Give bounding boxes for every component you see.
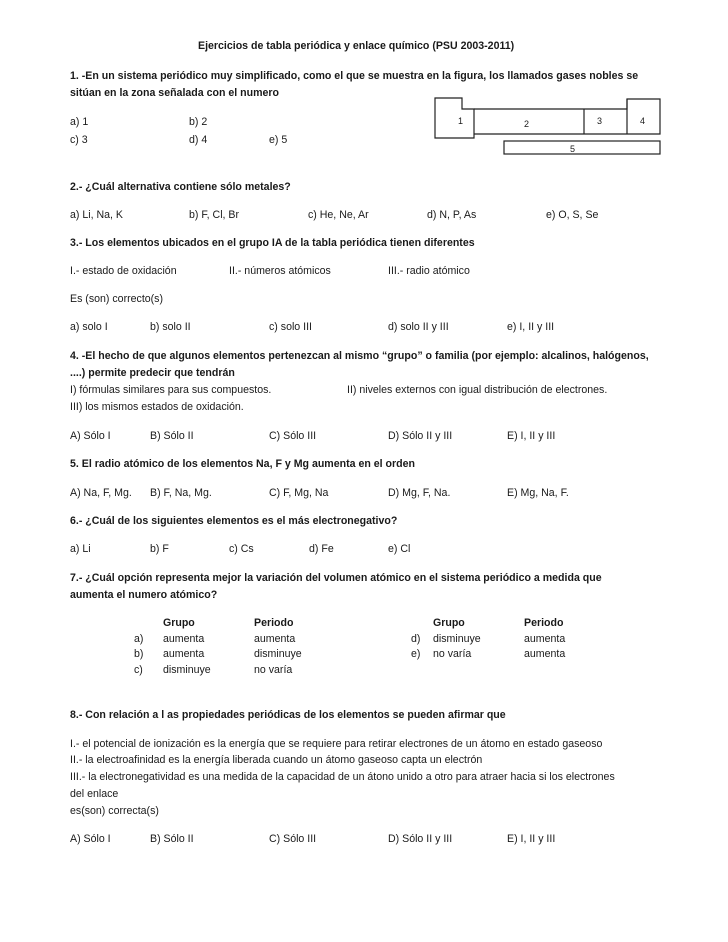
q7-row-b-grupo: aumenta — [163, 648, 205, 660]
q4-option-d: D) Sólo II y III — [388, 430, 453, 442]
q7-text-line2: aumenta el numero atómico? — [70, 589, 218, 601]
q4-item-3: III) los mismos estados de oxidación. — [70, 401, 244, 413]
page-title: Ejercicios de tabla periódica y enlace químico (PSU 2003-2011) — [198, 40, 515, 52]
q1-text-line1: 1. -En un sistema periódico muy simplificado, como el que se muestra en la figura, los llamados gases nobles se — [70, 70, 639, 82]
q2-option-a: a) Li, Na, K — [70, 209, 123, 221]
q7-row-d-letter: d) — [411, 633, 421, 645]
q6-option-b: b) F — [150, 543, 169, 555]
zone-label-1: 1 — [458, 116, 464, 126]
q5-option-c: C) F, Mg, Na — [269, 487, 329, 499]
q2-option-b: b) F, Cl, Br — [189, 209, 240, 221]
q7-row-c-letter: c) — [134, 664, 143, 676]
q7-row-e-periodo: aumenta — [524, 648, 566, 660]
q8-prompt: es(son) correcta(s) — [70, 805, 159, 817]
q8-item-2: II.- la electroafinidad es la energía liberada cuando un átomo gaseoso capta un electrón — [70, 754, 483, 766]
q7-row-d-periodo: aumenta — [524, 633, 566, 645]
q6-option-c: c) Cs — [229, 543, 254, 555]
q2-option-e: e) O, S, Se — [546, 209, 599, 221]
q4-option-b: B) Sólo II — [150, 430, 194, 442]
q5-option-e: E) Mg, Na, F. — [507, 487, 569, 499]
q3-option-c: c) solo III — [269, 321, 312, 333]
q8-option-b: B) Sólo II — [150, 833, 194, 845]
q7-text-line1: 7.- ¿Cuál opción representa mejor la variación del volumen atómico en el sistema periódico a medida que — [70, 572, 602, 584]
q7-header-grupo-right: Grupo — [433, 617, 465, 629]
q8-question: 8.- Con relación a l as propiedades periódicas de los elementos se pueden afirmar que — [70, 709, 506, 721]
q1-option-b: b) 2 — [189, 116, 208, 128]
q3-option-d: d) solo II y III — [388, 321, 449, 333]
q4-item-1: I) fórmulas similares para sus compuestos. — [70, 384, 272, 396]
q3-prompt: Es (son) correcto(s) — [70, 293, 164, 305]
q6-question: 6.- ¿Cuál de los siguientes elementos es el más electronegativo? — [70, 515, 398, 527]
zone-main-shape — [474, 99, 660, 134]
q8-item-1: I.- el potencial de ionización es la energía que se requiere para retirar electrones de un átomo en estado gaseoso — [70, 738, 603, 750]
q7-row-a-grupo: aumenta — [163, 633, 205, 645]
q7-row-a-periodo: aumenta — [254, 633, 296, 645]
zone-label-3: 3 — [597, 116, 603, 126]
q3-option-b: b) solo II — [150, 321, 191, 333]
periodic-table-diagram — [432, 96, 662, 158]
zone-label-2: 2 — [524, 119, 530, 129]
q3-option-e: e) I, II y III — [507, 321, 555, 333]
q8-option-e: E) I, II y III — [507, 833, 556, 845]
q7-row-b-periodo: disminuye — [254, 648, 302, 660]
q4-option-c: C) Sólo III — [269, 430, 317, 442]
q7-header-grupo-left: Grupo — [163, 617, 195, 629]
q5-option-b: B) F, Na, Mg. — [150, 487, 212, 499]
q3-item-3: III.- radio atómico — [388, 265, 470, 277]
q3-item-2: II.- números atómicos — [229, 265, 331, 277]
q3-question: 3.- Los elementos ubicados en el grupo IA de la tabla periódica tienen diferentes — [70, 237, 475, 249]
q8-option-a: A) Sólo I — [70, 833, 111, 845]
q4-text-line2: ....) permite predecir que tendrán — [70, 367, 235, 379]
q5-option-d: D) Mg, F, Na. — [388, 487, 451, 499]
zone-label-5: 5 — [570, 144, 576, 154]
q1-option-d: d) 4 — [189, 134, 208, 146]
q8-option-d: D) Sólo II y III — [388, 833, 453, 845]
q1-option-e: e) 5 — [269, 134, 288, 146]
zone-label-4: 4 — [640, 116, 646, 126]
q2-option-d: d) N, P, As — [427, 209, 477, 221]
q6-option-a: a) Li — [70, 543, 91, 555]
periodic-table-figure — [432, 96, 662, 158]
zone-5-shape — [504, 141, 660, 154]
q5-question: 5. El radio atómico de los elementos Na, F y Mg aumenta en el orden — [70, 458, 415, 470]
q7-row-e-letter: e) — [411, 648, 421, 660]
q1-text-line2: sitúan en la zona señalada con el numero — [70, 87, 279, 99]
q1-option-c: c) 3 — [70, 134, 88, 146]
q7-row-d-grupo: disminuye — [433, 633, 481, 645]
q7-row-c-periodo: no varía — [254, 664, 293, 676]
q3-item-1: I.- estado de oxidación — [70, 265, 177, 277]
q2-question: 2.- ¿Cuál alternativa contiene sólo metales? — [70, 181, 291, 193]
q7-header-periodo-left: Periodo — [254, 617, 294, 629]
q7-row-a-letter: a) — [134, 633, 144, 645]
q8-option-c: C) Sólo III — [269, 833, 317, 845]
q4-option-e: E) I, II y III — [507, 430, 556, 442]
q3-option-a: a) solo I — [70, 321, 108, 333]
q8-item-3-line1: III.- la electronegatividad es una medida de la capacidad de un átono unido a otro para atraer hacia si los electrones — [70, 771, 615, 783]
q1-option-a: a) 1 — [70, 116, 89, 128]
q4-item-2: II) niveles externos con igual distribución de electrones. — [347, 384, 608, 396]
q7-row-e-grupo: no varía — [433, 648, 472, 660]
q7-row-c-grupo: disminuye — [163, 664, 211, 676]
zone-1-shape — [435, 98, 474, 138]
q4-option-a: A) Sólo I — [70, 430, 111, 442]
q6-option-e: e) Cl — [388, 543, 411, 555]
q7-row-b-letter: b) — [134, 648, 144, 660]
q7-header-periodo-right: Periodo — [524, 617, 564, 629]
q5-option-a: A) Na, F, Mg. — [70, 487, 132, 499]
q8-item-3-line2: del enlace — [70, 788, 119, 800]
q2-option-c: c) He, Ne, Ar — [308, 209, 369, 221]
q6-option-d: d) Fe — [309, 543, 334, 555]
q4-text-line1: 4. -El hecho de que algunos elementos pertenezcan al mismo “grupo” o familia (por ejemplo: alcalinos, halógenos, — [70, 350, 649, 362]
